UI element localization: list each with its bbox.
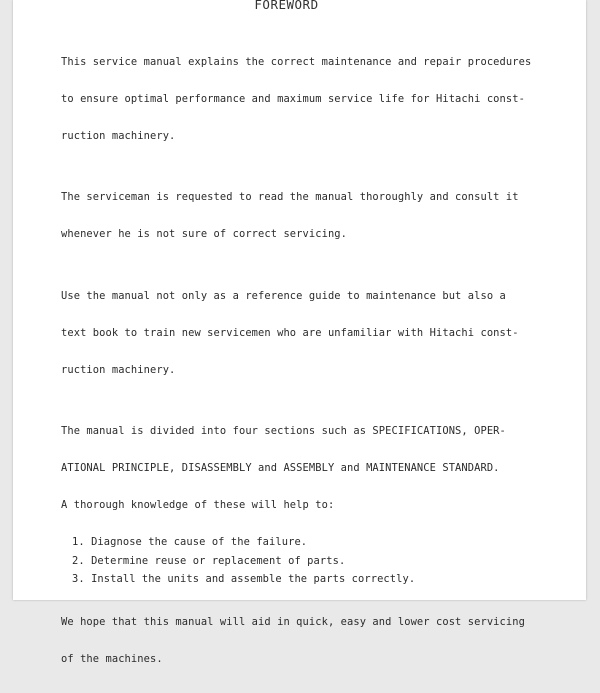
text-line: ruction machinery. [61,129,176,142]
text-line: ruction machinery. [61,363,176,376]
paragraph-sections [61,404,531,534]
text-line: The manual is divided into four sections such as SPECIFICATIONS, OPER- [61,425,506,437]
text-line: The serviceman is requested to read the manual thoroughly and consult it [61,191,519,203]
list-item: 2. Determine reuse or replacement of parts. [72,554,346,567]
document-body [61,34,531,693]
text-line: to ensure optimal performance and maximum service life for Hitachi const- [61,92,525,105]
page-title-text: FOREWORD [254,0,319,12]
text-line: ATIONAL PRINCIPLE, DISASSEMBLY and ASSEMBLY and MAINTENANCE STANDARD. [61,462,500,474]
page-title [13,0,586,12]
text-line: We hope that this manual will aid in quick, easy and lower cost servicing [61,616,525,628]
paragraph-serviceman [61,170,531,263]
document-page [13,0,586,665]
paragraph-usage [61,268,531,398]
list-item: 1. Diagnose the cause of the failure. [72,536,308,548]
paragraph-closing [61,595,531,688]
text-line: text book to train new servicemen who are unfamiliar with Hitachi const- [61,326,519,339]
text-line: Use the manual not only as a reference guide to maintenance but also a [61,289,506,302]
text-line: This service manual explains the correct maintenance and repair procedures [61,55,532,68]
text-line: whenever he is not sure of correct servicing. [61,228,348,240]
text-line: of the machines. [61,653,163,665]
list-item: 3. Install the units and assemble the parts correctly. [72,573,416,585]
text-line: A thorough knowledge of these will help to: [61,499,335,511]
help-list [61,533,531,589]
paragraph-intro [61,34,531,164]
